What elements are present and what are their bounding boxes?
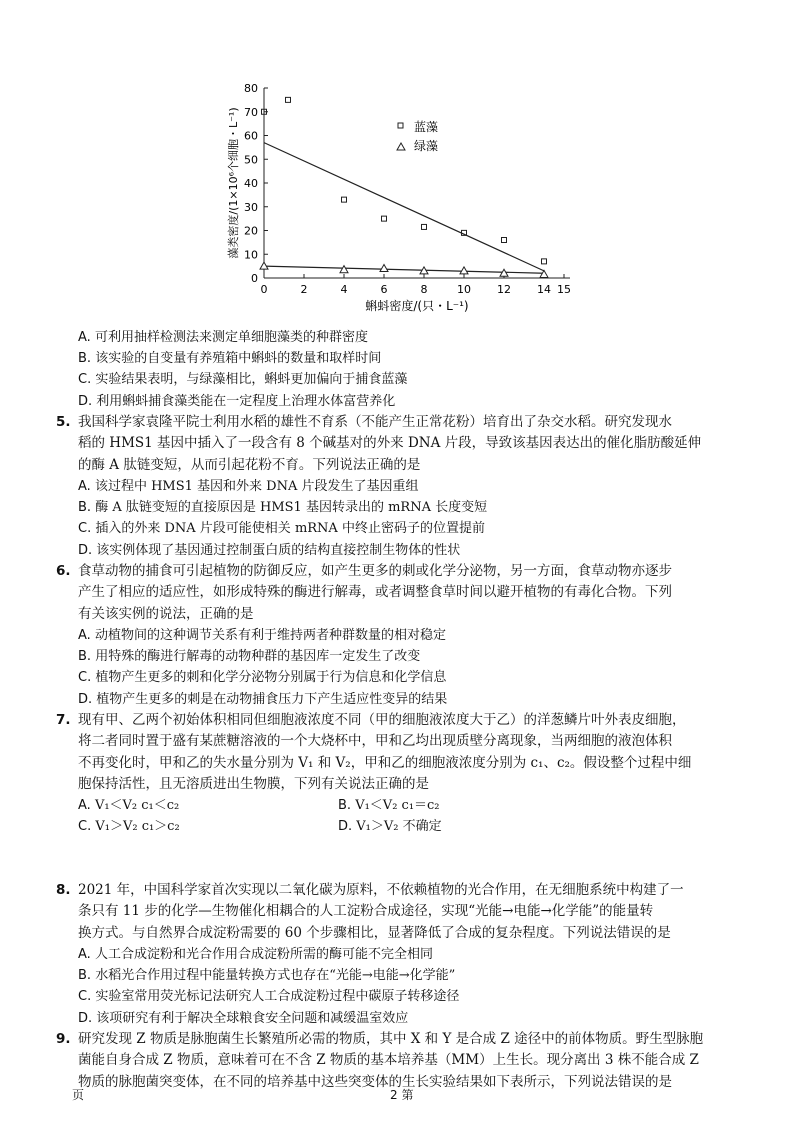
question-number: 9. [56,1031,71,1047]
q8-option-a: A. 人工合成淀粉和光合作用合成淀粉所需的酶可能不完全相同 [78,946,433,962]
question-stem: 将二者同时置于盛有某蔗糖溶液的一个大烧杯中，甲和乙均出现质壁分离现象，当两细胞的液泡体积 [78,733,672,750]
question-stem: 现有甲、乙两个初始体积相同但细胞液浓度不同（甲的细胞液浓度大于乙）的洋葱鳞片叶外表皮细胞， [78,712,686,728]
question-9 [56,1029,738,1093]
data-point-green-algae [340,266,348,273]
legend-label-blue: 蓝藻 [414,120,439,134]
data-point-blue-algae [286,97,291,102]
q5-option-a: A. 该过程中 HMS1 基因和外来 DNA 片段发生了基因重组 [78,478,419,494]
y-tick-label: 30 [244,200,258,214]
q4-option-b: B. 该实验的自变量有养殖箱中蝌蚪的数量和取样时间 [78,351,382,367]
q8-option-d: D. 该项研究有利于解决全球粮食安全问题和减缓温室效应 [78,1010,409,1026]
tick-group [244,82,571,296]
data-point-green-algae [380,265,388,272]
question-stem: 我国科学家袁隆平院士利用水稻的雄性不育系（不能产生正常花粉）培育出了杂交水稻。研究发现水 [78,414,672,430]
question-stem: 有关该实例的说法，正确的是 [78,605,254,622]
y-axis-title: 藻类密度/(1×10⁶个细胞・L⁻¹) [227,107,240,259]
q6-option-d: D. 植物产生更多的刺是在动物捕食压力下产生适应性变异的结果 [78,691,448,707]
question-8 [56,880,738,1029]
option-row [78,816,738,837]
question-stem: 的酶 A 肽链变短，从而引起花粉不育。下列说法正确的是 [78,456,421,473]
x-tick-label: 2 [300,283,308,296]
question-stem: 食草动物的捕食可引起植物的防御反应，如产生更多的刺或化学分泌物，另一方面，食草动物亦逐步 [78,563,672,579]
question-number: 5. [56,414,71,430]
data-point-blue-algae [542,259,547,264]
question-stem: 条只有 11 步的化学—生物催化相耦合的人工淀粉合成途径，实现“光能→电能→化学能”的能量转 [78,903,654,920]
y-tick-label: 50 [244,153,258,167]
question-4-options [78,327,738,412]
x-tick-label: 14 [537,283,551,296]
x-tick-label: 15 [557,283,571,296]
legend-marker-blue [398,123,403,128]
q7-option-d: D. V₁＞V₂ 不确定 [338,819,442,835]
q8-option-c: C. 实验室常用荧光标记法研究人工合成淀粉过程中碳原子转移途径 [78,989,460,1005]
footer-left: 页 [72,1088,85,1102]
fit-lines [264,143,544,274]
x-tick-label: 0 [260,283,268,296]
question-stem: 不再变化时，甲和乙的失水量分别为 V₁ 和 V₂，甲和乙的细胞液浓度分别为 c₁、c₂。假设整个过程中细 [78,754,692,771]
question-5 [56,412,738,561]
q4-option-a: A. 可利用抽样检测法来测定单细胞藻类的种群密度 [78,330,368,345]
data-point-blue-algae [502,238,507,243]
q8-option-b: B. 水稻光合作用过程中能量转换方式也存在“光能→电能→化学能” [78,968,456,984]
question-7 [56,710,738,838]
x-tick-label: 4 [340,283,348,296]
data-points [260,97,548,277]
q5-option-d: D. 该实例体现了基因通过控制蛋白质的结构直接控制生物体的性状 [78,542,461,558]
algae-density-chart [222,78,582,323]
y-tick-label: 10 [244,248,258,262]
legend-label-green: 绿藻 [414,139,439,153]
question-stem: 稻的 HMS1 基因中插入了一段含有 8 个碱基对的外来 DNA 片段，导致该基因表达出的催化脂肪酸延伸 [78,435,702,452]
q6-option-c: C. 植物产生更多的刺和化学分泌物分别属于行为信息和化学信息 [78,670,447,686]
question-stem: 菌能自身合成 Z 物质，意味着可在不含 Z 物质的基本培养基（MM）上生长。现分离出 3 株不能合成 Z [78,1052,699,1069]
question-stem: 产生了相应的适应性，如形成特殊的酶进行解毒，或者调整食草时间以避开植物的有毒化合物。下列 [78,584,672,601]
question-stem: 研究发现 Z 物质是脉胞菌生长繁殖所必需的物质，其中 X 和 Y 是合成 Z 途径中的前体物质。野生型脉胞 [78,1031,704,1047]
y-tick-label: 40 [244,177,258,190]
y-tick-label: 70 [244,105,258,119]
scatter-plot [222,78,582,323]
q7-option-b: B. V₁＜V₂ c₁＝c₂ [338,798,440,814]
data-point-blue-algae [422,224,427,229]
fit-line-blue-algae [264,143,544,271]
data-point-green-algae [540,270,548,277]
question-6 [56,561,738,710]
q4-option-c: C. 实验结果表明，与绿藻相比，蝌蚪更加偏向于捕食蓝藻 [78,372,408,388]
question-stem: 换方式。与自然界合成淀粉需要的 60 个步骤相比，显著降低了合成的复杂程度。下列说法错误的是 [78,924,671,941]
option-row [78,795,738,816]
y-tick-label: 60 [244,129,258,143]
data-point-green-algae [460,267,468,274]
x-tick-label: 8 [420,283,428,296]
x-tick-label: 12 [497,283,511,296]
q7-option-a: A. V₁＜V₂ c₁＜c₂ [78,798,180,814]
q7-option-c: C. V₁＞V₂ c₁＞c₂ [78,819,180,835]
question-stem: 胞保持活性，且无溶质进出生物膜，下列有关说法正确的是 [78,775,429,792]
question-number: 7. [56,712,71,728]
data-point-blue-algae [342,197,347,202]
data-point-blue-algae [382,216,387,221]
y-tick-label: 0 [251,272,258,285]
x-axis-title: 蝌蚪密度/(只・L⁻¹) [365,299,469,313]
y-tick-label: 80 [244,82,258,95]
question-number: 8. [56,882,71,898]
page-number: 2 第 [390,1088,414,1102]
x-tick-label: 6 [380,283,388,296]
q5-option-b: B. 酶 A 肽链变短的直接原因是 HMS1 基因转录出的 mRNA 长度变短 [78,500,488,516]
legend-marker-green [397,143,405,150]
question-number: 6. [56,563,71,579]
q4-option-d: D. 利用蝌蚪捕食藻类能在一定程度上治理水体富营养化 [78,393,396,409]
y-tick-label: 20 [244,224,258,238]
x-tick-label: 10 [457,283,471,296]
question-stem: 2021 年，中国科学家首次实现以二氧化碳为原料，不依赖植物的光合作用，在无细胞系统中构建了一 [78,882,684,898]
q6-option-a: A. 动植物间的这种调节关系有利于维持两者种群数量的相对稳定 [78,627,446,643]
q5-option-c: C. 插入的外来 DNA 片段可能使相关 mRNA 中终止密码子的位置提前 [78,521,485,537]
question-stem: 物质的脉胞菌突变体，在不同的培养基中这些突变体的生长实验结果如下表所示，下列说法错误的是 [78,1073,672,1090]
q6-option-b: B. 用特殊的酶进行解毒的动物种群的基因库一定发生了改变 [78,649,421,665]
